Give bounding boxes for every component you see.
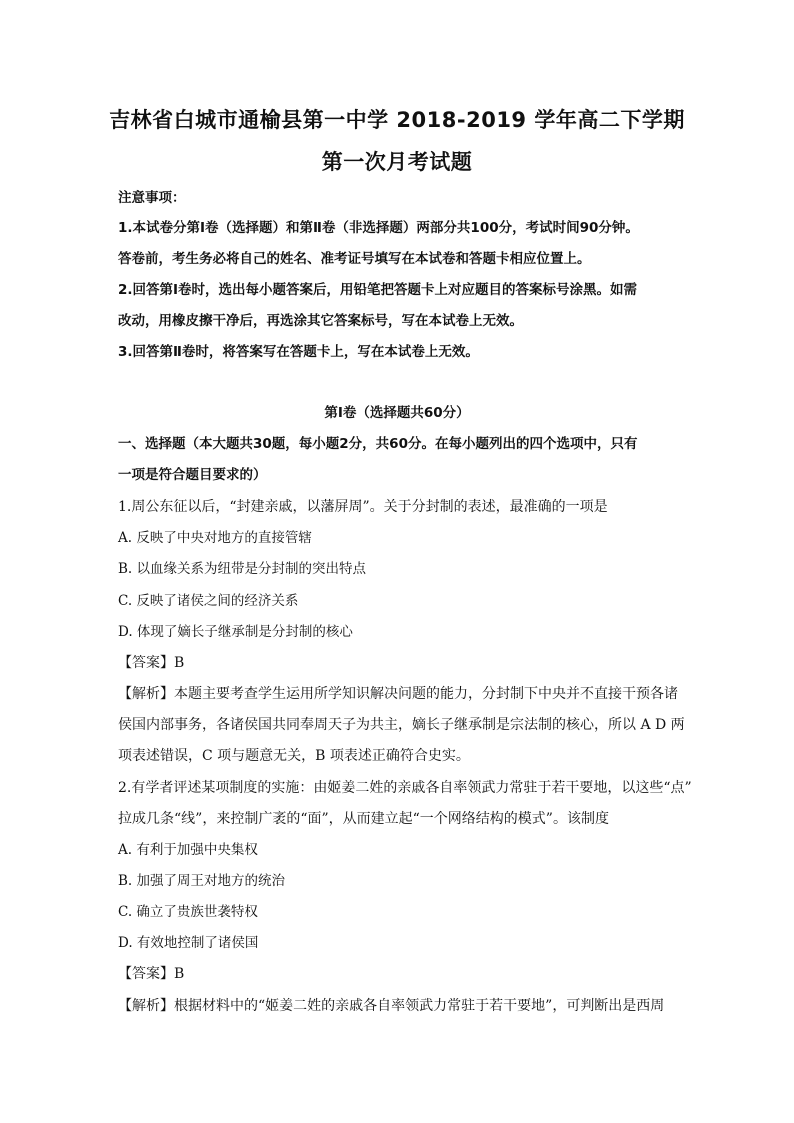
question-2-option-d: D. 有效地控制了诸侯国 — [118, 935, 259, 951]
notes-line: 2.回答第Ⅰ卷时，选出每小题答案后，用铅笔把答题卡上对应题目的答案标号涂黑。如需 — [118, 282, 638, 298]
question-1-stem: 1.周公东征以后，“封建亲戚，以藩屏周”。关于分封制的表述，最准确的一项是 — [118, 499, 608, 515]
section-instructions: 一项是符合题目要求的） — [118, 467, 267, 483]
question-2-stem: 2.有学者评述某项制度的实施：由姬姜二姓的亲戚各自率领武力常驻于若干要地，以这些“点” — [118, 780, 692, 796]
question-2-answer: 【答案】B — [118, 966, 185, 982]
question-2-option-c: C. 确立了贵族世袭特权 — [118, 904, 258, 920]
question-1-option-c: C. 反映了诸侯之间的经济关系 — [118, 593, 299, 609]
question-1-analysis: 【解析】本题主要考查学生运用所学知识解决问题的能力，分封制下中央并不直接干预各诸 — [118, 686, 678, 702]
question-1-option-b: B. 以血缘关系为纽带是分封制的突出特点 — [118, 561, 367, 577]
question-2-option-a: A. 有利于加强中央集权 — [118, 842, 258, 858]
question-1-option-a: A. 反映了中央对地方的直接管辖 — [118, 530, 312, 546]
question-1-answer: 【答案】B — [118, 655, 185, 671]
question-2-option-b: B. 加强了周王对地方的统治 — [118, 873, 286, 889]
question-2-stem: 拉成几条“线”，来控制广袤的“面”，从而建立起“一个网络结构的模式”。该制度 — [118, 811, 609, 827]
notes-line: 改动，用橡皮擦干净后，再选涂其它答案标号，写在本试卷上无效。 — [118, 313, 523, 329]
section-instructions: 一、选择题（本大题共30题，每小题2分，共60分。在每小题列出的四个选项中，只有 — [118, 436, 638, 452]
page-title: 吉林省白城市通榆县第一中学 2018-2019 学年高二下学期 — [109, 108, 685, 132]
question-1-option-d: D. 体现了嫡长子继承制是分封制的核心 — [118, 624, 353, 640]
notes-line: 答卷前，考生务必将自己的姓名、准考证号填写在本试卷和答题卡相应位置上。 — [118, 251, 591, 267]
notes-line: 1.本试卷分第Ⅰ卷（选择题）和第Ⅱ卷（非选择题）两部分共100分，考试时间90分钟。 — [118, 220, 639, 236]
notes-line: 3.回答第Ⅱ卷时，将答案写在答题卡上，写在本试卷上无效。 — [118, 344, 479, 360]
section-title: 第Ⅰ卷（选择题共60分） — [324, 405, 470, 421]
page-subtitle: 第一次月考试题 — [321, 150, 473, 174]
question-2-analysis: 【解析】根据材料中的“姬姜二姓的亲戚各自率领武力常驻于若干要地”，可判断出是西周 — [118, 998, 665, 1014]
question-1-analysis: 侯国内部事务，各诸侯国共同奉周天子为共主，嫡长子继承制是宗法制的核心，所以 A D 两 — [118, 717, 685, 733]
notes-heading: 注意事项： — [118, 190, 186, 206]
question-1-analysis: 项表述错误，C 项与题意无关，B 项表述正确符合史实。 — [118, 748, 470, 764]
